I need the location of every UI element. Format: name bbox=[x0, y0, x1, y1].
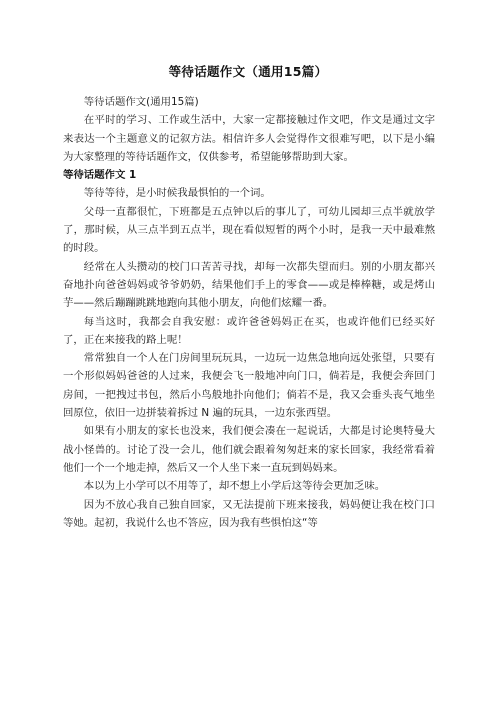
paragraph: 等待等待，是小时候我最惧怕的一个词。 bbox=[83, 187, 271, 200]
paragraph: 等待话题作文(通用15篇) bbox=[83, 96, 199, 108]
document-body bbox=[63, 93, 435, 532]
paragraph: 本以为上小学可以不用等了，却不想上小学后这等待会更加乏味。 bbox=[83, 480, 386, 493]
document-title: 等待话题作文（通用15篇） bbox=[168, 64, 328, 79]
paragraph: 因为不放心我自己独自回家，又无法提前下班来接我，妈妈便让我在校门口等她。起初，我说什么也不答应，因为我有些惧怕这“等 bbox=[63, 498, 435, 529]
paragraph: 在平时的学习、工作或生活中，大家一定都接触过作文吧，作文是通过文字来表达一个主题意义的记叙方法。相信许多人会觉得作文很难写吧，以下是小编为大家整理的等待话题作文，仅供参考，希望能够帮助到大家。 bbox=[63, 114, 435, 163]
section-heading: 等待话题作文 1 bbox=[63, 169, 137, 182]
paragraph: 常常独自一个人在门房间里玩玩具，一边玩一边焦急地向远处张望，只要有一个形似妈妈爸爸的人过来，我便会飞一般地冲向门口，倘若是，我便会奔回门房间，一把拽过书包，然后小鸟般地扑向他们；倘若不是，我又会垂头丧气地坐回原位，依旧一边拼装着拆过 N 遍的玩具，一边东张西望。 bbox=[63, 352, 435, 420]
paragraph: 每当这时，我都会自我安慰：或许爸爸妈妈正在买，也或许他们已经买好了，正在来接我的路上呢！ bbox=[63, 315, 435, 346]
paragraph: 如果有小朋友的家长也没来，我们便会凑在一起说话，大都是讨论奥特曼大战小怪兽的。讨论了没一会儿，他们就会跟着匆匆赶来的家长回家，我经常看着他们一个一个地走掉，然后又一个人坐下来一直玩到妈妈来。 bbox=[63, 425, 435, 474]
paragraph: 经常在人头攒动的校门口苦苦寻找，却每一次都失望而归。别的小朋友都兴奋地扑向爸爸妈妈或爷爷奶奶，结果他们手上的零食——或是棒棒糖，或是烤山芋——然后蹦蹦跳跳地跑向其他小朋友，向他们炫耀一番。 bbox=[63, 260, 435, 310]
paragraph: 父母一直都很忙，下班都是五点钟以后的事儿了，可幼儿园却三点半就放学了，那时候，从三点半到五点半，现在看似短暂的两个小时，是我一天中最难熬的时段。 bbox=[63, 205, 435, 255]
